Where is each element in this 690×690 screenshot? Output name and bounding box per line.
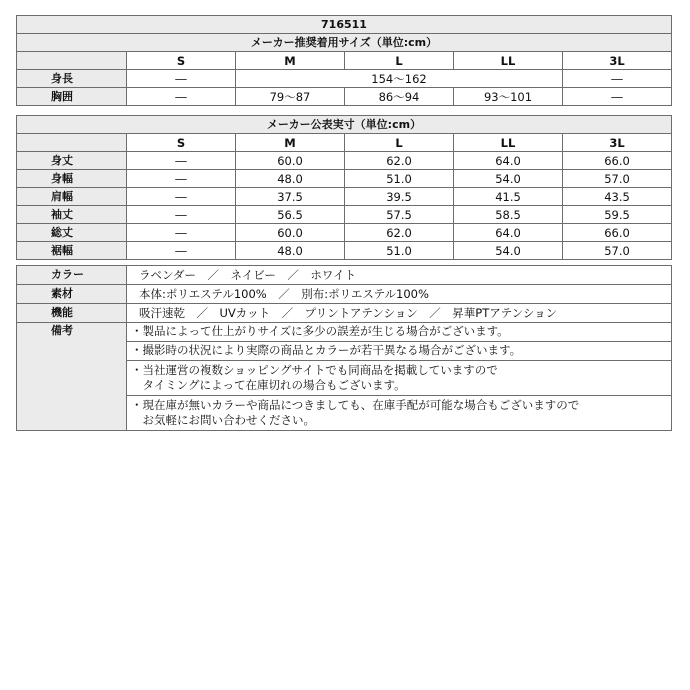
size-header: L bbox=[345, 134, 454, 152]
value-cell: 60.0 bbox=[236, 152, 345, 170]
value-cell: ― bbox=[127, 224, 236, 242]
value-cell: 48.0 bbox=[236, 170, 345, 188]
value-cell: 66.0 bbox=[563, 224, 672, 242]
function-label: 機能 bbox=[17, 304, 127, 323]
value-cell: ― bbox=[127, 170, 236, 188]
value-cell: ― bbox=[127, 242, 236, 260]
table-row bbox=[17, 224, 672, 242]
note-line: ・撮影時の状況により実際の商品とカラーが若干異なる場合がございます。 bbox=[131, 343, 522, 358]
row-label: 身丈 bbox=[17, 152, 127, 170]
chest-cell: 79～87 bbox=[236, 88, 345, 106]
size-header: 3L bbox=[563, 134, 672, 152]
value-cell: 57.0 bbox=[563, 242, 672, 260]
material-value: 本体:ポリエステル100% ／ 別布:ポリエステル100% bbox=[127, 285, 672, 304]
size-header: LL bbox=[454, 134, 563, 152]
row-label: 身幅 bbox=[17, 170, 127, 188]
value-cell: 37.5 bbox=[236, 188, 345, 206]
table-row bbox=[17, 188, 672, 206]
value-cell: ― bbox=[127, 152, 236, 170]
value-cell: 41.5 bbox=[454, 188, 563, 206]
size-header: S bbox=[127, 52, 236, 70]
value-cell: 62.0 bbox=[345, 224, 454, 242]
note-line: ・現在庫が無いカラーや商品につきましても、在庫手配が可能な場合もございますので bbox=[131, 397, 580, 412]
function-value: 吸汗速乾 ／ UVカット ／ プリントアテンション ／ 昇華PTアテンション bbox=[127, 304, 672, 323]
measured-size-table bbox=[16, 115, 672, 260]
note-line: ・当社運営の複数ショッピングサイトでも同商品を掲載していますので bbox=[131, 362, 498, 377]
value-cell: 39.5 bbox=[345, 188, 454, 206]
chest-cell: ― bbox=[563, 88, 672, 106]
size-header: S bbox=[127, 134, 236, 152]
chest-cell: 86～94 bbox=[345, 88, 454, 106]
table-row bbox=[17, 206, 672, 224]
corner-cell bbox=[17, 134, 127, 152]
value-cell: ― bbox=[127, 206, 236, 224]
height-range-cell: 154～162 bbox=[236, 70, 563, 88]
chest-cell: ― bbox=[127, 88, 236, 106]
color-label: カラー bbox=[17, 266, 127, 285]
value-cell: 48.0 bbox=[236, 242, 345, 260]
row-label-height: 身長 bbox=[17, 70, 127, 88]
value-cell: 51.0 bbox=[345, 242, 454, 260]
value-cell: 60.0 bbox=[236, 224, 345, 242]
product-code: 716511 bbox=[17, 16, 672, 34]
notes-label: 備考 bbox=[17, 323, 127, 431]
value-cell: 56.5 bbox=[236, 206, 345, 224]
value-cell: 58.5 bbox=[454, 206, 563, 224]
size-header: 3L bbox=[563, 52, 672, 70]
measured-table-title: メーカー公表実寸（単位:cm） bbox=[17, 116, 672, 134]
table-row bbox=[17, 170, 672, 188]
value-cell: 51.0 bbox=[345, 170, 454, 188]
value-cell: ― bbox=[127, 188, 236, 206]
product-spec-table bbox=[16, 265, 672, 431]
height-cell: ― bbox=[563, 70, 672, 88]
chest-cell: 93～101 bbox=[454, 88, 563, 106]
note-item bbox=[127, 396, 672, 431]
size-header: LL bbox=[454, 52, 563, 70]
row-label: 袖丈 bbox=[17, 206, 127, 224]
size-header: M bbox=[236, 52, 345, 70]
note-line: タイミングによって在庫切れの場合もございます。 bbox=[131, 378, 406, 392]
value-cell: 54.0 bbox=[454, 170, 563, 188]
value-cell: 57.5 bbox=[345, 206, 454, 224]
table-row bbox=[17, 242, 672, 260]
row-label: 肩幅 bbox=[17, 188, 127, 206]
height-cell: ― bbox=[127, 70, 236, 88]
note-item bbox=[127, 323, 672, 342]
recommended-table-title: メーカー推奨着用サイズ（単位:cm） bbox=[17, 34, 672, 52]
table-row bbox=[17, 152, 672, 170]
corner-cell bbox=[17, 52, 127, 70]
value-cell: 59.5 bbox=[563, 206, 672, 224]
size-header: M bbox=[236, 134, 345, 152]
material-label: 素材 bbox=[17, 285, 127, 304]
value-cell: 43.5 bbox=[563, 188, 672, 206]
note-item bbox=[127, 342, 672, 361]
size-header: L bbox=[345, 52, 454, 70]
value-cell: 66.0 bbox=[563, 152, 672, 170]
note-item bbox=[127, 361, 672, 396]
recommended-size-table bbox=[16, 15, 672, 106]
color-value: ラベンダー ／ ネイビー ／ ホワイト bbox=[127, 266, 672, 285]
value-cell: 62.0 bbox=[345, 152, 454, 170]
value-cell: 57.0 bbox=[563, 170, 672, 188]
value-cell: 64.0 bbox=[454, 152, 563, 170]
row-label-chest: 胸囲 bbox=[17, 88, 127, 106]
value-cell: 64.0 bbox=[454, 224, 563, 242]
row-label: 裾幅 bbox=[17, 242, 127, 260]
note-line: お気軽にお問い合わせください。 bbox=[131, 413, 315, 427]
note-line: ・製品によって仕上がりサイズに多少の誤差が生じる場合がございます。 bbox=[131, 324, 509, 339]
row-label: 総丈 bbox=[17, 224, 127, 242]
value-cell: 54.0 bbox=[454, 242, 563, 260]
